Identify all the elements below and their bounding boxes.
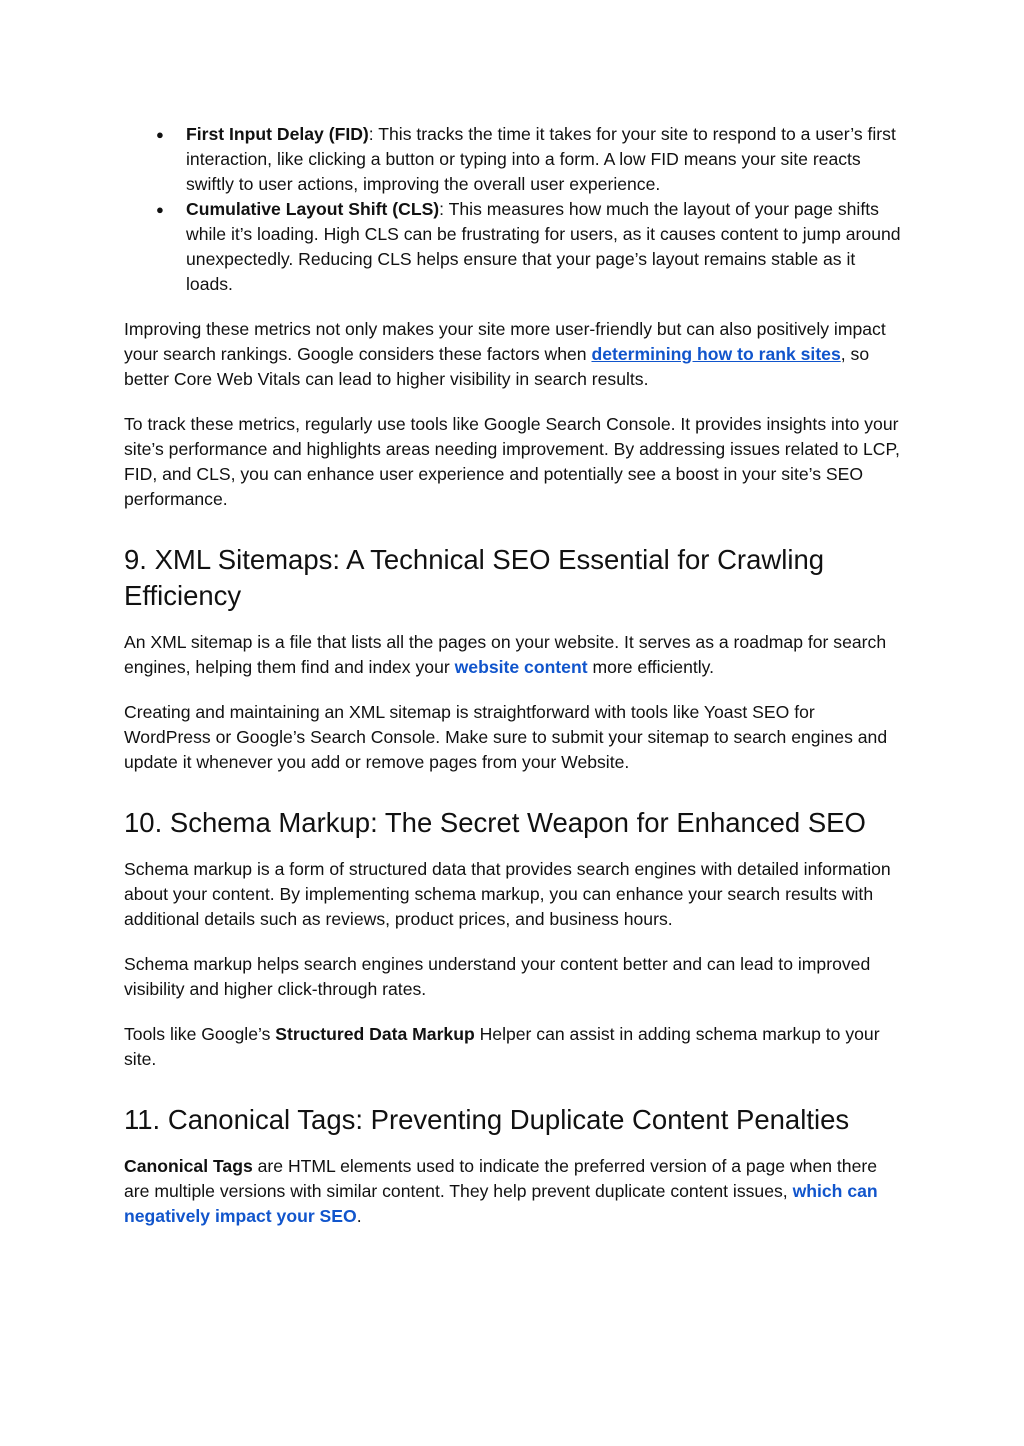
bullet-icon: ● [156,202,164,217]
paragraph-text: . [356,1206,362,1226]
determining-how-to-rank-sites-link[interactable]: determining how to rank sites [591,344,841,364]
paragraph-text: Improving these metrics not only makes your site more user-friendly but can also positively impact your search rankings. Google considers these factors when [124,319,886,364]
paragraph-text: are HTML elements used to indicate the preferred version of a page when there are multiple versions with similar content. They help prevent duplicate content issues, [124,1156,878,1201]
paragraph-schema-benefits: Schema markup helps search engines understand your content better and can lead to improved visibility and higher click-through rates. [124,954,871,999]
paragraph-text: Tools like Google’s [124,1024,276,1044]
paragraph-text: An XML sitemap is a file that lists all the pages on your website. It serves as a roadmap for search engines, helping them find and index your [124,632,887,677]
paragraph-xml-sitemap-intro [124,630,904,680]
cls-term: Cumulative Layout Shift (CLS) [186,199,440,219]
paragraph-text: , so better Core Web Vitals can lead to higher visibility in search results. [124,344,870,389]
website-content-link[interactable]: website content [454,657,588,677]
heading-canonical-tags: 11. Canonical Tags: Preventing Duplicate Content Penalties [124,1104,850,1135]
negative-seo-impact-link[interactable]: which can negatively impact your SEO [124,1181,878,1226]
fid-term: First Input Delay (FID) [186,124,369,144]
paragraph-text: Helper can assist in adding schema markup to your site. [124,1024,880,1069]
list-item-fid [124,122,904,197]
structured-data-markup-term: Structured Data Markup [275,1024,475,1044]
metrics-bullet-list [124,122,904,297]
document-page [124,122,904,1249]
heading-xml-sitemaps: 9. XML Sitemaps: A Technical SEO Essential for Crawling Efficiency [124,544,825,611]
paragraph-schema-tools [124,1022,904,1072]
list-item-cls [124,197,904,297]
canonical-tags-term: Canonical Tags [124,1156,253,1176]
heading-schema-markup: 10. Schema Markup: The Secret Weapon for Enhanced SEO [124,807,866,838]
paragraph-text: more efficiently. [587,657,715,677]
bullet-icon: ● [156,127,164,142]
paragraph-canonical-tags [124,1154,904,1229]
paragraph-metrics-rankings [124,317,904,392]
paragraph-track-metrics: To track these metrics, regularly use tools like Google Search Console. It provides insights into your site’s performance and highlights areas needing improvement. By addressing issues related to LCP, FID, and CLS, you can enhance user experience and potentially see a boost in your site’s SEO performance. [124,414,900,509]
cls-description: : This measures how much the layout of your page shifts while it’s loading. High CLS can be frustrating for users, as it causes content to jump around unexpectedly. Reducing CLS helps ensure that your page’s layout remains stable as it loads. [186,199,901,294]
paragraph-xml-sitemap-tools: Creating and maintaining an XML sitemap is straightforward with tools like Yoast SEO for WordPress or Google’s Search Console. Make sure to submit your sitemap to search engines and update it whenever you add or remove pages from your Website. [124,702,888,772]
fid-description: : This tracks the time it takes for your site to respond to a user’s first interaction, like clicking a button or typing into a form. A low FID means your site reacts swiftly to user actions, improving the overall user experience. [186,124,896,194]
paragraph-schema-intro: Schema markup is a form of structured data that provides search engines with detailed information about your content. By implementing schema markup, you can enhance your search results with additional details such as reviews, product prices, and business hours. [124,859,891,929]
